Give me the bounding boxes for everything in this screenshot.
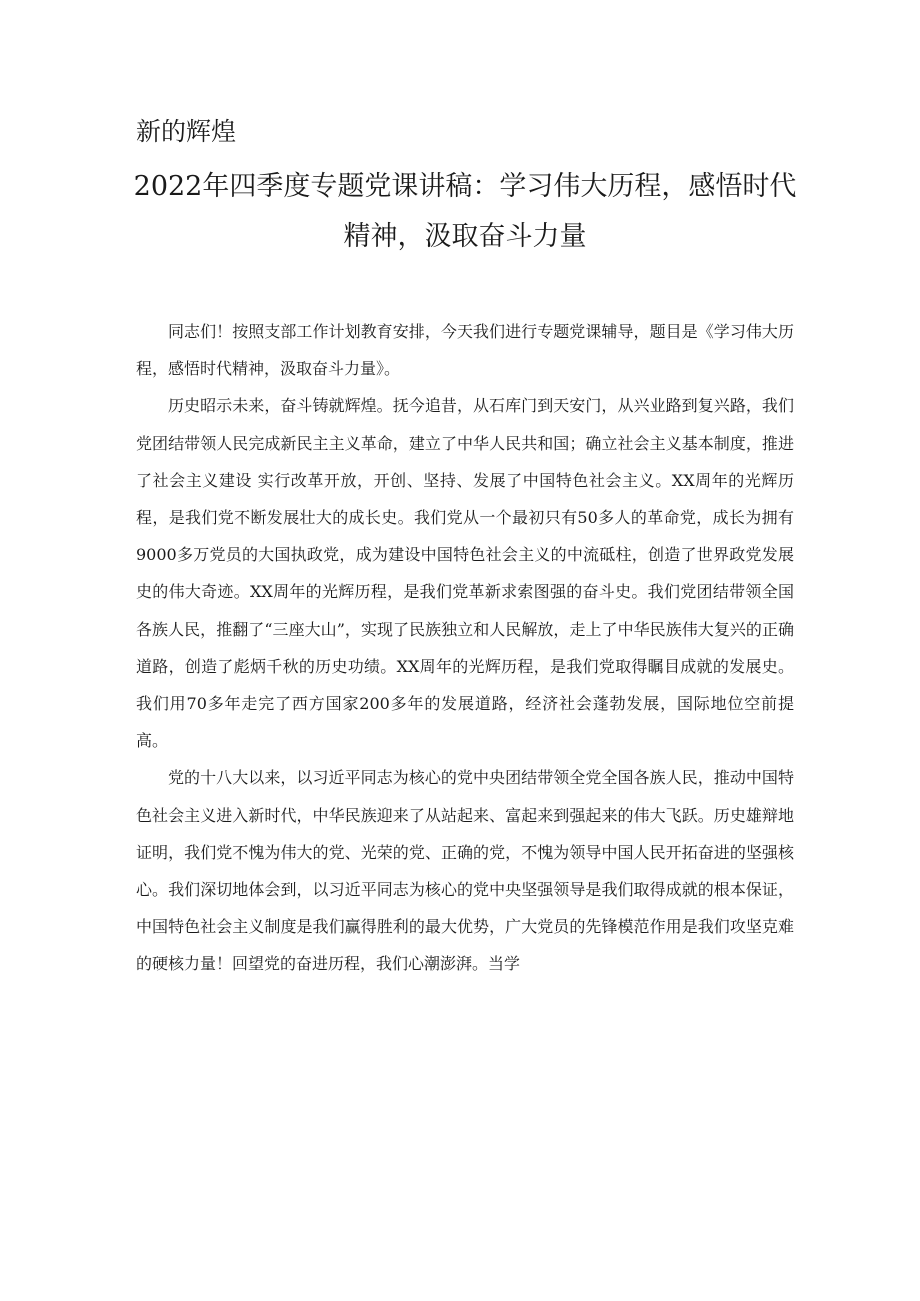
- header-text: 新的辉煌: [136, 117, 237, 146]
- document-title: 2022年四季度专题党课讲稿：学习伟大历程，感悟时代精神，汲取奋斗力量: [133, 171, 797, 252]
- document-body: [136, 313, 794, 983]
- paragraph: 同志们！按照支部工作计划教育安排，今天我们进行专题党课辅导，题目是《学习伟大历程，感悟时代精神，汲取奋斗力量》。: [136, 322, 794, 379]
- paragraph: 党的十八大以来，以习近平同志为核心的党中央团结带领全党全国各族人民，推动中国特色社会主义进入新时代，中华民族迎来了从站起来、富起来到强起来的伟大飞跃。历史雄辩地证明，我们党不愧为伟大的党、光荣的党、正确的党，不愧为领导中国人民开拓奋进的坚强核心。我们深切地体会到，以习近平同志为核心的党中央坚强领导是我们取得成就的根本保证，中国特色社会主义制度是我们赢得胜利的最大优势，广大党员的先锋模范作用是我们攻坚克难的硬核力量！回望党的奋进历程，我们心潮澎湃。当学: [136, 768, 794, 974]
- paragraph: 历史昭示未来，奋斗铸就辉煌。抚今追昔，从石库门到天安门，从兴业路到复兴路，我们党团结带领人民完成新民主主义革命，建立了中华人民共和国；确立社会主义基本制度，推进了社会主义建设 实行改革开放，开创、坚持、发展了中国特色社会主义。XX周年的光辉历程，是我们党不断发展壮大的成长史。我们党从一个最初只有50多人的革命党，成长为拥有9000多万党员的大国执政党，成为建设中国特色社会主义的中流砥柱，创造了世界政党发展史的伟大奇迹。XX周年的光辉历程，是我们党革新求索图强的奋斗史。我们党团结带领全国各族人民，推翻了“三座大山”，实现了民族独立和人民解放，走上了中华民族伟大复兴的正确道路，创造了彪炳千秋的历史功绩。XX周年的光辉历程，是我们党取得瞩目成就的发展史。我们用70多年走完了西方国家200多年的发展道路，经济社会蓬勃发展，国际地位空前提高。: [136, 396, 794, 751]
